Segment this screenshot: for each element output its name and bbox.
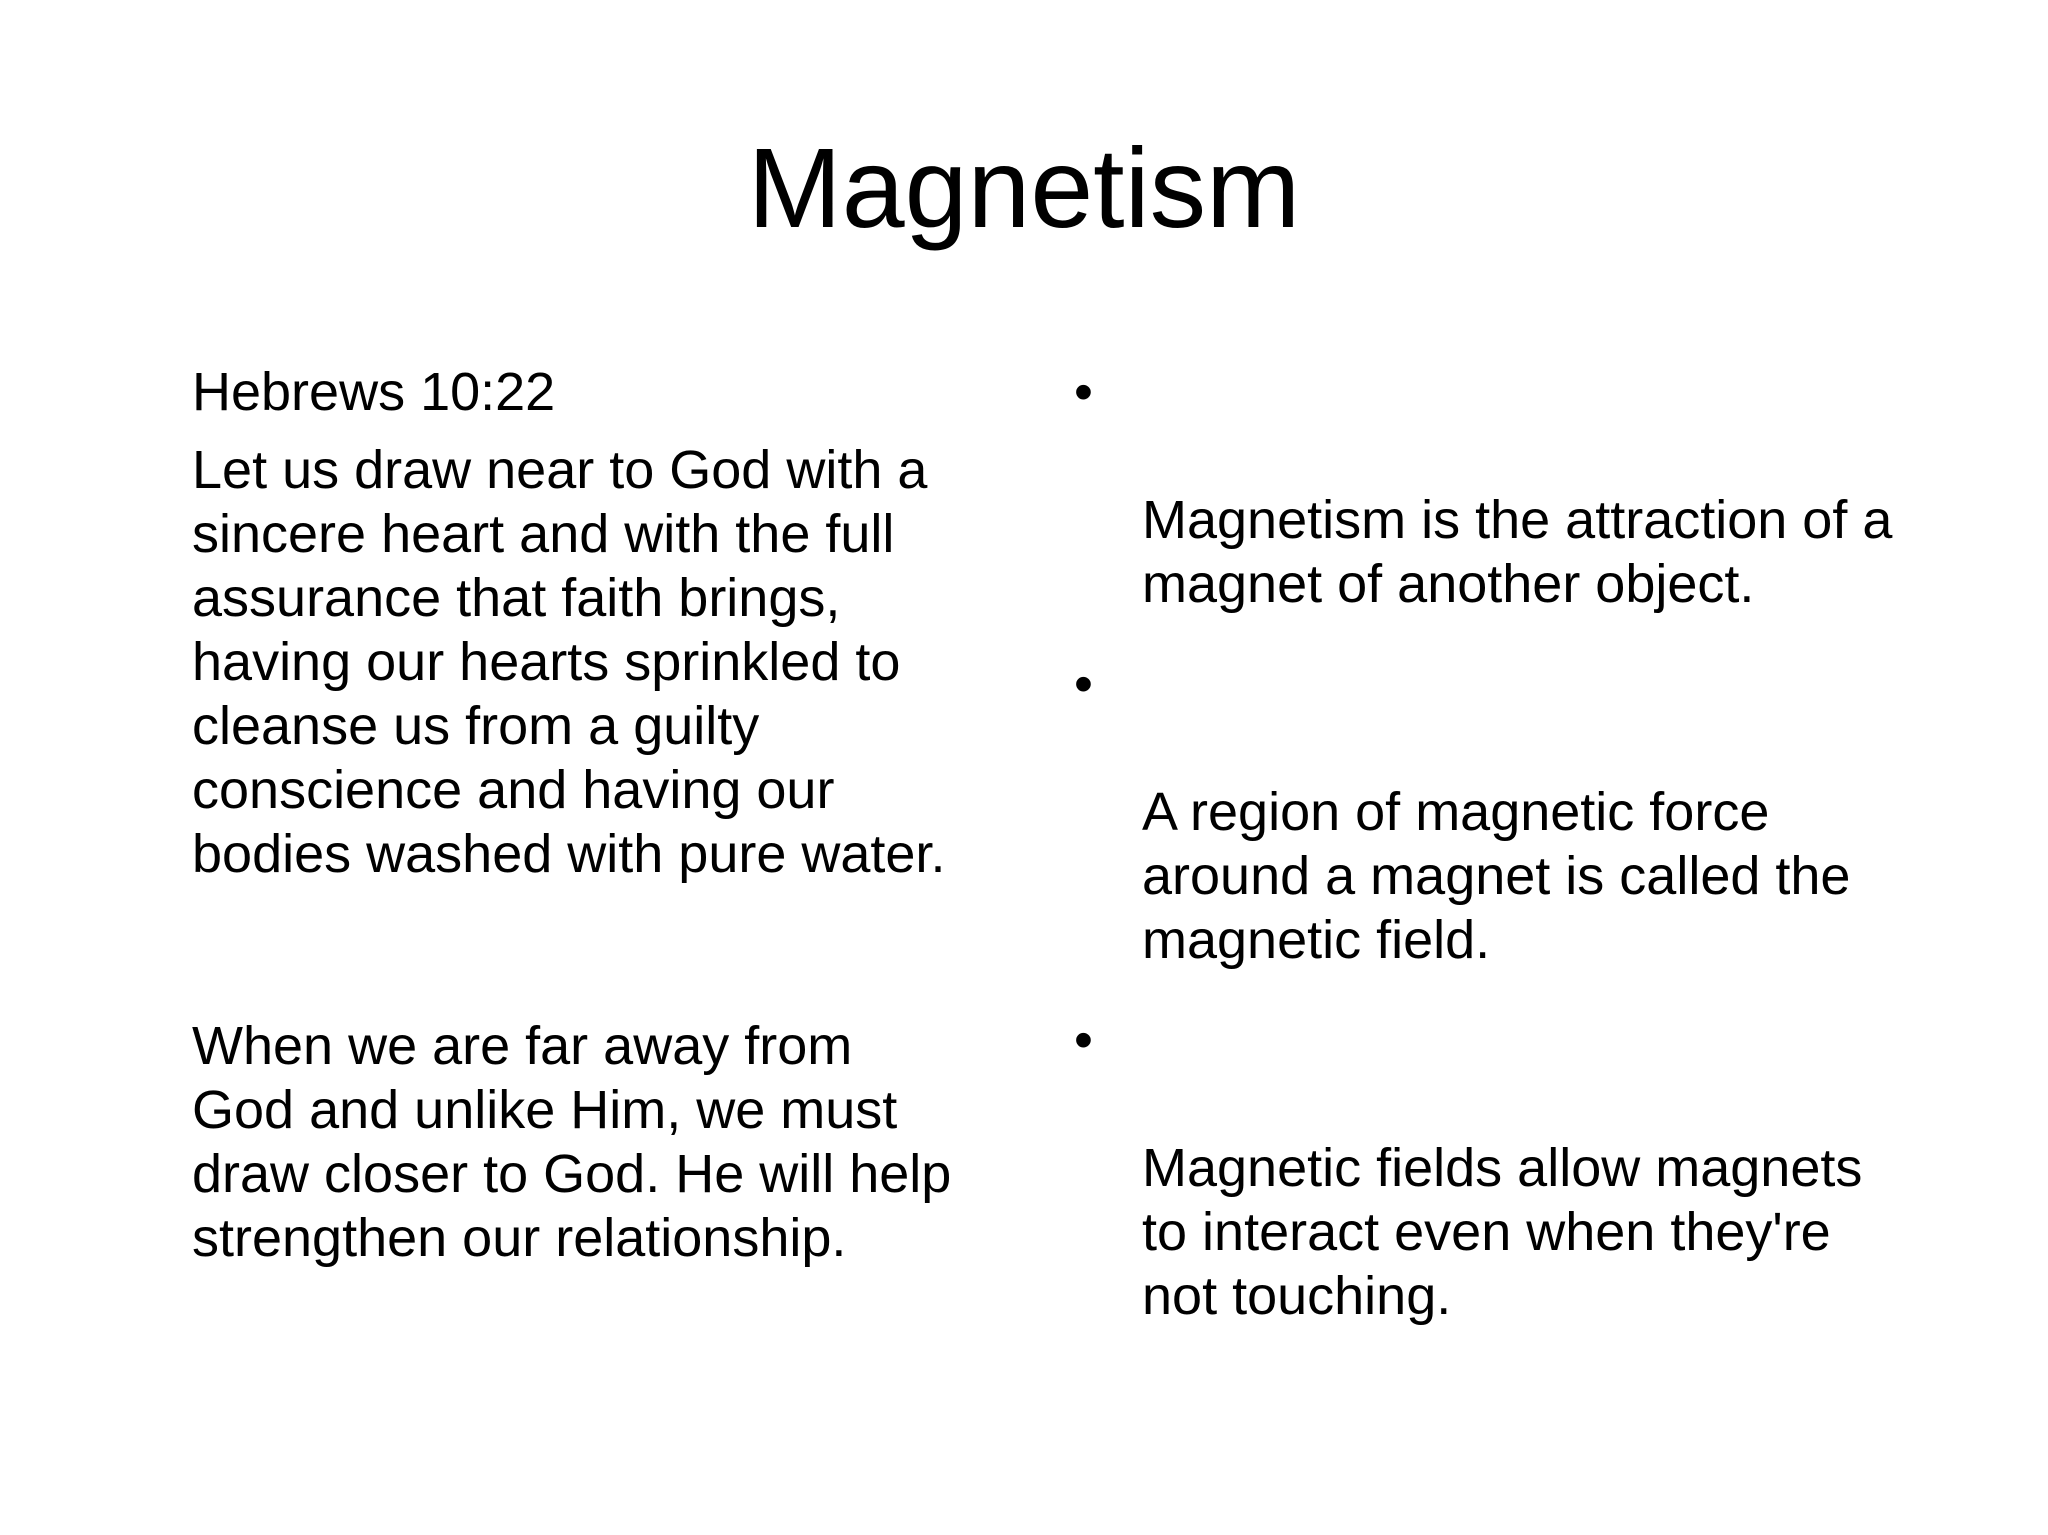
bullet-item bbox=[1070, 1008, 1990, 1328]
slide-title: Magnetism bbox=[747, 125, 1301, 251]
bullet-icon: • bbox=[1074, 1010, 1093, 1070]
bullet-text: Magnetism is the attraction of a magnet of another object. bbox=[1142, 490, 1893, 614]
scripture-verse: Let us draw near to God with a sincere heart and with the full assurance that faith brings, having our hearts sprinkled to cleanse us from a guilty conscience and having our bodies washed with pure water. bbox=[192, 440, 946, 884]
bullet-item bbox=[1070, 360, 1990, 616]
left-column bbox=[192, 360, 1022, 1270]
bullet-icon: • bbox=[1074, 362, 1093, 422]
bullet-text: Magnetic fields allow magnets to interact even when they're not touching. bbox=[1142, 1138, 1863, 1326]
reflection-text: When we are far away from God and unlike Him, we must draw closer to God. He will help strengthen our relationship. bbox=[192, 1016, 952, 1268]
bullet-icon: • bbox=[1074, 654, 1093, 714]
bullet-text: A region of magnetic force around a magnet is called the magnetic field. bbox=[1142, 782, 1851, 970]
scripture-reference: Hebrews 10:22 bbox=[192, 362, 556, 422]
bullet-item bbox=[1070, 652, 1990, 972]
bullet-list bbox=[1070, 360, 1990, 1364]
